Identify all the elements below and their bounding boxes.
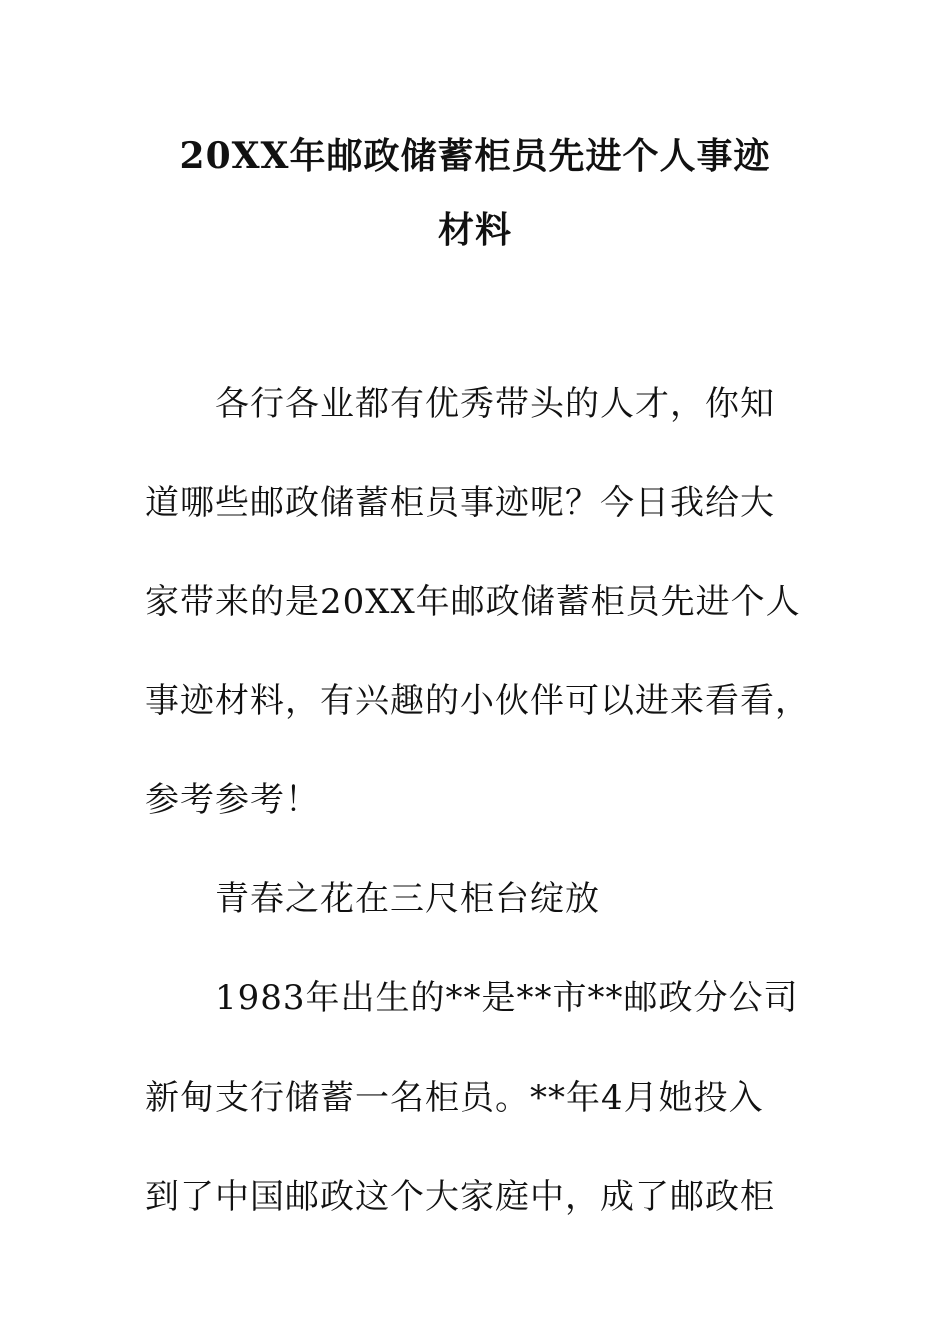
body-line-7: 1983年出生的**是**市**邮政分公司 [215,978,799,1018]
section-heading: 青春之花在三尺柜台绽放 [215,879,600,919]
body-line-9: 到了中国邮政这个大家庭中，成了邮政柜 [145,1177,775,1217]
body-line-3: 家带来的是20XX年邮政储蓄柜员先进个人 [145,582,801,622]
body-line-2: 道哪些邮政储蓄柜员事迹呢？今日我给大 [145,483,775,523]
body-line-1: 各行各业都有优秀带头的人才，你知 [215,384,775,424]
document-title-line-1: 20XX年邮政储蓄柜员先进个人事迹 [179,135,771,177]
body-line-4: 事迹材料，有兴趣的小伙伴可以进来看看， [145,681,810,721]
body-line-5: 参考参考！ [145,780,320,820]
document-title-line-2: 材料 [437,209,512,251]
body-line-8: 新甸支行储蓄一名柜员。**年4月她投入 [145,1078,764,1118]
